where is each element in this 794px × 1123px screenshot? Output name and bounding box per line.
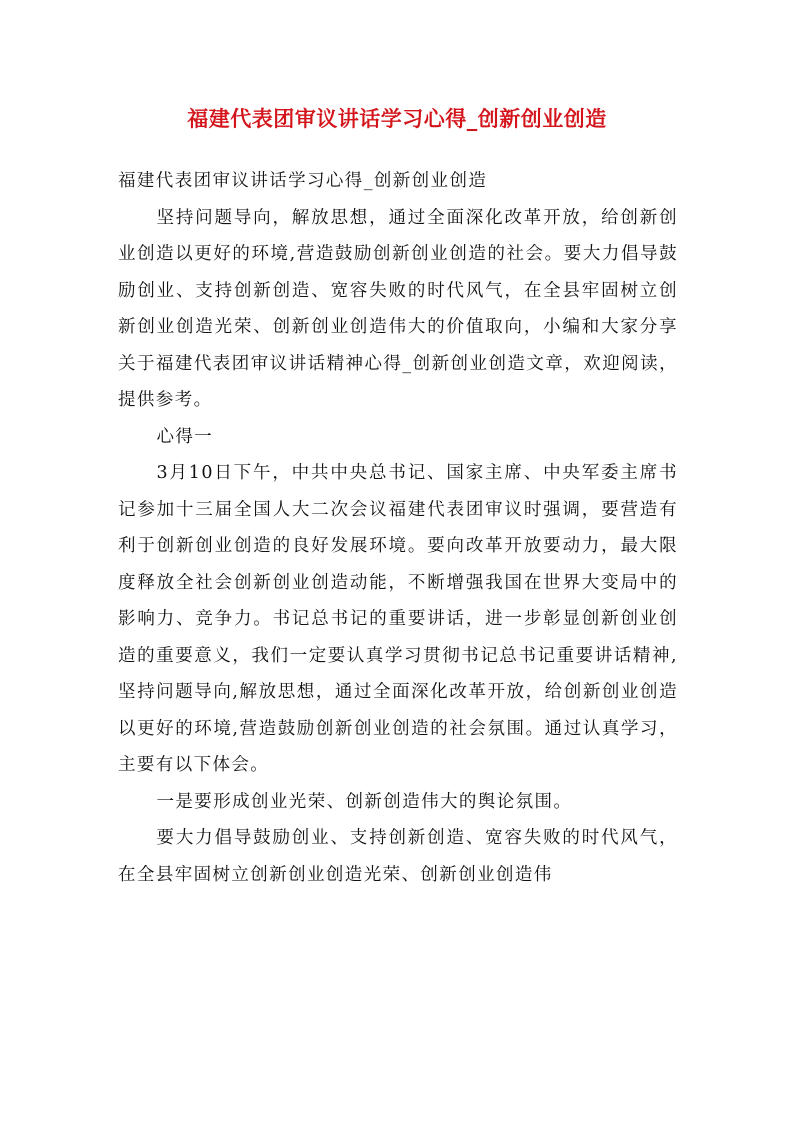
- document-body: [118, 163, 678, 893]
- document-title: 福建代表团审议讲话学习心得_创新创业创造: [187, 106, 607, 131]
- paragraph-point-1: 一是要形成创业光荣、创新创造伟大的舆论氛围。: [156, 791, 573, 812]
- paragraph-main: 3月10日下午，中共中央总书记、国家主席、中央军委主席书记参加十三届全国人大二次会议福建代表团审议时强调，要营造有利于创新创业创造的良好发展环境。要向改革开放要动力，最大限度释放全社会创新创业创造动能，不断增强我国在世界大变局中的影响力、竞争力。书记总书记的重要讲话，进一步彰显创新创业创造的重要意义，我们一定要认真学习贯彻书记总书记重要讲话精神,坚持问题导向,解放思想，通过全面深化改革开放，给创新创业创造以更好的环境,营造鼓励创新创业创造的社会氛围。通过认真学习，主要有以下体会。: [118, 463, 678, 775]
- paragraph-point-1-body: 要大力倡导鼓励创业、支持创新创造、宽容失败的时代风气，在全县牢固树立创新创业创造光荣、创新创业创造伟: [118, 828, 678, 885]
- section-heading-xinde-1: 心得一: [156, 426, 214, 447]
- document-subtitle: 福建代表团审议讲话学习心得_创新创业创造: [118, 171, 488, 191]
- paragraph-intro: 坚持问题导向，解放思想，通过全面深化改革开放，给创新创业创造以更好的环境,营造鼓励创新创业创造的社会。要大力倡导鼓励创业、支持创新创造、宽容失败的时代风气，在全县牢固树立创新创业创造光荣、创新创业创造伟大的价值取向，小编和大家分享关于福建代表团审议讲话精神心得_创新创业创造文章，欢迎阅读，提供参考。: [118, 207, 678, 410]
